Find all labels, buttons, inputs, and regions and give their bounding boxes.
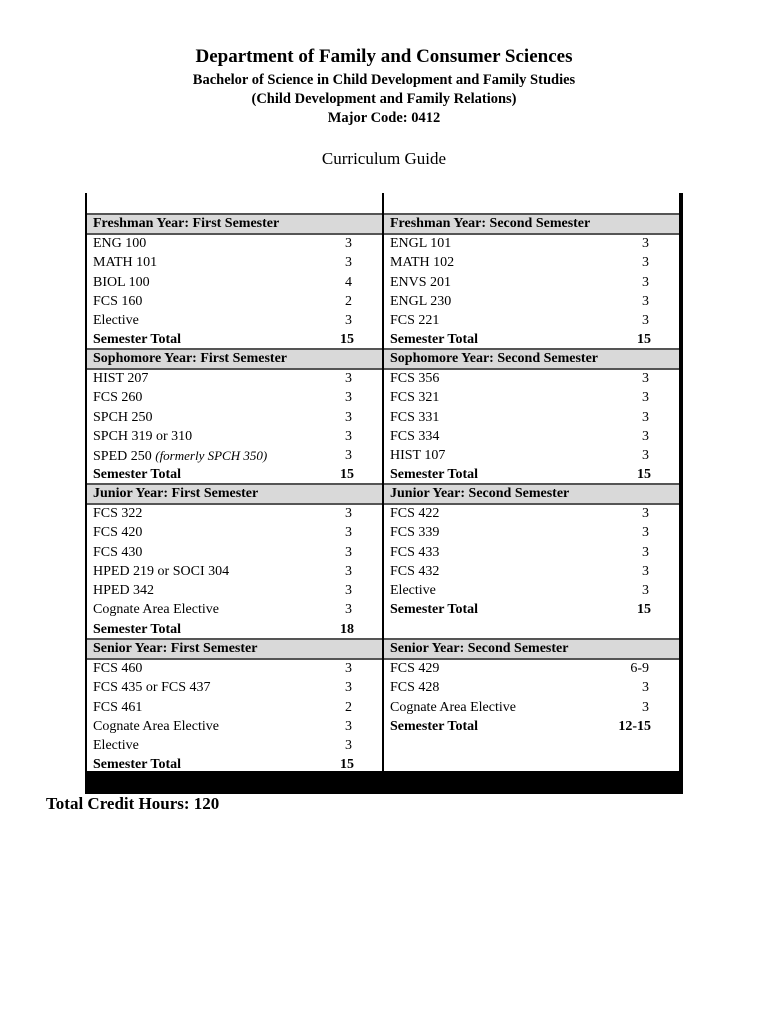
course-name [93, 410, 153, 426]
course-name [93, 680, 210, 696]
course-credits: 3 [345, 661, 352, 676]
course-credits: 2 [345, 293, 352, 309]
course-code: FCS 356 [390, 371, 440, 386]
course-name [390, 236, 451, 252]
course-credits: 2 [345, 699, 352, 715]
course-row [384, 582, 679, 601]
course-code: BIOL 100 [93, 274, 150, 290]
course-code: FCS 260 [93, 390, 143, 406]
semester-title: Freshman Year: First Semester [87, 213, 382, 235]
course-code: FCS 321 [390, 390, 440, 406]
course-row [384, 293, 679, 312]
major-code: Major Code: 0412 [327, 110, 441, 126]
course-name [390, 545, 439, 561]
course-name [390, 506, 439, 522]
course-code: HPED 342 [93, 583, 155, 599]
course-row [384, 274, 679, 293]
semester-total-label: Semester Total [93, 757, 182, 773]
course-credits: 3 [642, 371, 649, 386]
course-code: ENGL 101 [390, 236, 452, 251]
course-credits: 3 [345, 313, 352, 329]
course-name [390, 661, 439, 677]
course-name [93, 738, 139, 754]
total-credit-hours: Total Credit Hours: 120 [46, 794, 220, 813]
course-credits: 3 [345, 718, 352, 734]
course-code: FCS 435 or FCS 437 [93, 680, 211, 696]
semester-title: Sophomore Year: First Semester [87, 348, 382, 370]
course-row [87, 544, 382, 563]
course-code: FCS 432 [390, 563, 440, 579]
course-code: ENG 100 [93, 236, 147, 251]
course-row [87, 505, 382, 524]
course-credits: 3 [642, 313, 649, 329]
semester-total-label: Semester Total [390, 467, 479, 483]
course-row [384, 235, 679, 254]
course-code: SPCH 250 [93, 409, 153, 425]
course-name [93, 236, 146, 252]
semester-total-row [384, 601, 679, 620]
course-row [87, 660, 382, 679]
course-code: HIST 107 [390, 448, 446, 464]
course-credits: 3 [345, 255, 352, 271]
semester-title: Senior Year: First Semester [87, 638, 382, 660]
course-row [384, 660, 679, 679]
course-code: FCS 429 [390, 661, 440, 676]
course-credits: 3 [345, 236, 352, 251]
course-row [87, 370, 382, 389]
course-row [87, 274, 382, 293]
left-column-body [87, 193, 382, 771]
course-row [384, 544, 679, 563]
course-name [390, 448, 445, 464]
concentration-title: (Child Development and Family Relations) [251, 91, 517, 107]
course-name [390, 429, 439, 445]
curriculum-guide-title: Curriculum Guide [321, 149, 447, 168]
course-row [384, 447, 679, 466]
course-credits: 3 [642, 409, 649, 425]
course-credits: 3 [345, 506, 352, 521]
course-code: MATH 101 [93, 255, 158, 271]
course-row [384, 679, 679, 698]
course-code: SPED 250 [93, 449, 152, 465]
course-code: FCS 331 [390, 409, 440, 425]
course-credits: 3 [345, 371, 352, 386]
course-name [93, 564, 229, 580]
course-name [93, 390, 142, 406]
course-name [390, 583, 436, 599]
semester-block [384, 348, 679, 486]
semester-total-value: 15 [340, 467, 354, 483]
course-row [87, 582, 382, 601]
course-name [390, 275, 451, 291]
course-credits: 3 [345, 544, 352, 560]
course-row [87, 428, 382, 447]
course-name [390, 294, 451, 310]
course-credits: 3 [642, 293, 649, 309]
course-row [384, 409, 679, 428]
right-column [384, 193, 679, 734]
course-code: Elective [93, 738, 139, 754]
semester-total-label: Semester Total [390, 602, 479, 618]
course-row [87, 563, 382, 582]
semester-title: Senior Year: Second Semester [384, 638, 679, 660]
semester-block [87, 348, 382, 486]
course-row [87, 409, 382, 428]
course-name [390, 255, 454, 271]
course-code: FCS 461 [93, 699, 143, 715]
course-code: FCS 221 [390, 313, 440, 329]
course-code: Cognate Area Elective [93, 718, 219, 734]
course-code: MATH 102 [390, 255, 455, 271]
semester-total-label: Semester Total [93, 332, 182, 348]
course-row [384, 254, 679, 273]
course-code: HPED 219 or SOCI 304 [93, 563, 230, 579]
course-row [87, 447, 382, 466]
course-credits: 3 [345, 390, 352, 406]
semester-total-value: 15 [637, 467, 651, 483]
semester-total-value: 12-15 [618, 718, 651, 734]
course-name [390, 700, 516, 716]
course-code: FCS 322 [93, 506, 143, 521]
course-code: SPCH 319 or 310 [93, 428, 193, 444]
course-credits: 3 [642, 428, 649, 444]
course-name [93, 719, 219, 735]
course-credits: 3 [642, 506, 649, 521]
course-code: FCS 334 [390, 428, 440, 444]
course-code: Cognate Area Elective [93, 602, 219, 618]
course-name [93, 602, 219, 618]
course-credits: 3 [345, 602, 352, 618]
semester-total-label: Semester Total [390, 332, 479, 348]
course-name [93, 294, 142, 310]
semester-total-label: Semester Total [390, 718, 479, 734]
degree-title: Bachelor of Science in Child Development and Family Studies [192, 72, 576, 88]
semester-block [87, 638, 382, 776]
course-name [390, 680, 439, 696]
semester-total-value: 15 [340, 332, 354, 348]
course-row [87, 312, 382, 331]
course-name [93, 371, 148, 387]
course-code: FCS 422 [390, 506, 440, 521]
course-code: FCS 428 [390, 680, 440, 696]
course-row [384, 389, 679, 408]
course-name [390, 313, 439, 329]
course-row [87, 524, 382, 543]
course-row [87, 737, 382, 756]
course-name [93, 313, 139, 329]
course-code: FCS 460 [93, 661, 143, 676]
course-credits: 3 [642, 544, 649, 560]
course-row [384, 563, 679, 582]
left-column [87, 193, 382, 773]
course-credits: 3 [345, 409, 352, 425]
semester-title: Junior Year: First Semester [87, 483, 382, 505]
semester-block [384, 638, 679, 737]
course-name [93, 448, 267, 465]
course-credits: 3 [345, 563, 352, 579]
course-credits: 3 [642, 699, 649, 715]
course-credits: 3 [642, 525, 649, 541]
course-code: ENVS 201 [390, 274, 452, 290]
semester-block [87, 213, 382, 351]
course-row [87, 601, 382, 620]
course-credits: 3 [642, 255, 649, 271]
semester-total-value: 18 [340, 621, 354, 637]
semester-total-value: 15 [637, 332, 651, 348]
semester-total-row [384, 718, 679, 737]
course-name [93, 545, 142, 561]
department-title: Department of Family and Consumer Sciences [195, 46, 573, 67]
semester-total-value: 15 [637, 602, 651, 618]
course-credits: 3 [345, 428, 352, 444]
course-code: HIST 207 [93, 371, 149, 386]
course-code: Cognate Area Elective [390, 699, 516, 715]
course-credits: 4 [345, 274, 352, 290]
course-credits: 3 [345, 525, 352, 541]
course-code: Elective [93, 313, 139, 329]
course-credits: 3 [642, 390, 649, 406]
course-row [87, 718, 382, 737]
course-name [93, 429, 192, 445]
curriculum-table [85, 193, 683, 794]
course-credits: 3 [642, 448, 649, 464]
course-row [384, 428, 679, 447]
course-name [93, 255, 157, 271]
semester-block [384, 483, 679, 621]
course-row [87, 293, 382, 312]
course-name [93, 525, 142, 541]
course-name [93, 506, 142, 522]
semester-title: Junior Year: Second Semester [384, 483, 679, 505]
course-credits: 3 [345, 583, 352, 599]
semester-block [87, 483, 382, 640]
course-name [93, 700, 142, 716]
course-row [87, 254, 382, 273]
course-name [93, 661, 142, 677]
course-credits: 6-9 [630, 661, 649, 676]
course-code: FCS 160 [93, 293, 143, 309]
semester-title: Freshman Year: Second Semester [384, 213, 679, 235]
course-row [87, 235, 382, 254]
course-code: ENGL 230 [390, 293, 452, 309]
course-name [390, 525, 439, 541]
course-name [93, 275, 150, 291]
course-row [384, 524, 679, 543]
right-column-body [384, 193, 679, 771]
course-name [390, 371, 439, 387]
semester-block [384, 213, 679, 351]
course-name [390, 410, 439, 426]
course-name [390, 390, 439, 406]
course-code: Elective [390, 583, 436, 599]
course-name [93, 583, 154, 599]
course-credits: 3 [642, 680, 649, 696]
course-row [384, 312, 679, 331]
course-row [87, 699, 382, 718]
course-code: FCS 420 [93, 525, 143, 541]
semester-total-label: Semester Total [93, 621, 182, 637]
course-credits: 3 [345, 448, 352, 464]
course-note: (formerly SPCH 350) [155, 448, 268, 464]
course-code: FCS 339 [390, 525, 440, 541]
course-code: FCS 430 [93, 544, 143, 560]
semester-total-value: 15 [340, 757, 354, 773]
course-row [384, 370, 679, 389]
course-credits: 3 [642, 583, 649, 599]
course-credits: 3 [642, 563, 649, 579]
course-row [384, 505, 679, 524]
course-credits: 3 [642, 236, 649, 251]
course-code: FCS 433 [390, 544, 440, 560]
course-row [384, 699, 679, 718]
semester-total-label: Semester Total [93, 467, 182, 483]
course-credits: 3 [345, 738, 352, 754]
course-row [87, 389, 382, 408]
course-name [390, 564, 439, 580]
semester-title: Sophomore Year: Second Semester [384, 348, 679, 370]
course-credits: 3 [642, 274, 649, 290]
semester-total-row [87, 756, 382, 775]
course-credits: 3 [345, 680, 352, 696]
course-row [87, 679, 382, 698]
